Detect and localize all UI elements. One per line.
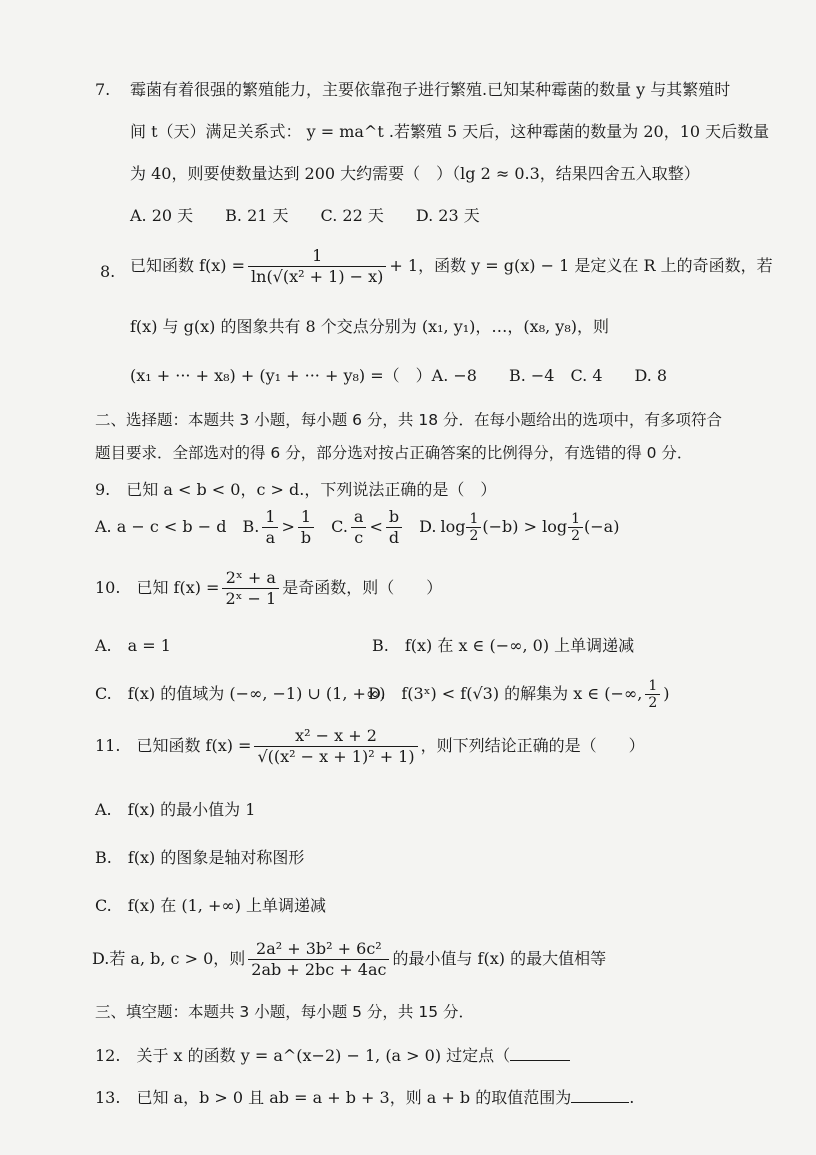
q9-options <box>95 505 619 549</box>
q10-lead: 10. 已知 f(x) = <box>95 578 220 597</box>
q7-line3: 为 40，则要使数量达到 200 大约需要（ ）（lg 2 ≈ 0.3，结果四舍五入取整） <box>130 164 700 183</box>
q7-options: A. 20 天 B. 21 天 C. 22 天 D. 23 天 <box>130 206 480 225</box>
q11-stem <box>95 718 645 774</box>
q9-d-base2-num: 1 <box>568 511 583 528</box>
q12-answer-blank[interactable] <box>510 1060 570 1061</box>
q9-stem: 9. 已知 a < b < 0，c > d.，下列说法正确的是（ ） <box>95 480 497 499</box>
q9-option-c-left <box>351 507 367 548</box>
q9-option-d-mid: (−b) > log <box>482 517 568 536</box>
q10-frac-den: 2ˣ − 1 <box>225 588 277 608</box>
q9-option-c-right <box>386 507 402 548</box>
q9-d-base2-den: 2 <box>571 527 580 544</box>
q9-option-c-op: < <box>369 517 383 536</box>
q8-frac-num: 1 <box>248 246 386 267</box>
q10-option-d-end: ) <box>663 684 670 703</box>
section2-line2: 题目要求．全部选对的得 6 分，部分选对按占正确答案的比例得分，有选错的得 0 分． <box>95 444 693 462</box>
q8-fraction <box>248 246 386 287</box>
q9-option-a: A. a − c < b − d <box>95 517 227 536</box>
section3-heading: 三、填空题：本题共 3 小题，每小题 5 分，共 15 分． <box>95 1003 475 1021</box>
q8-line2: f(x) 与 g(x) 的图象共有 8 个交点分别为 (x₁, y₁)，…，(x₈, y₈)，则 <box>130 317 609 336</box>
q9-c-left-num: a <box>351 507 367 528</box>
q7-line2: 间 t（天）满足关系式： y = ma^t .若繁殖 5 天后，这种霉菌的数量为 20，10 天后数量 <box>130 122 770 141</box>
q11-d-num: 2a² + 3b² + 6c² <box>248 939 389 960</box>
q9-b-right-den: b <box>300 527 312 547</box>
q9-option-d-log1: log <box>440 517 466 536</box>
q8-tail: + 1，函数 y = g(x) − 1 是定义在 R 上的奇函数，若 <box>389 256 773 275</box>
q10-fraction <box>222 568 279 609</box>
q10-tail: 是奇函数，则（ ） <box>282 578 443 597</box>
q9-d-base1-den: 2 <box>469 527 479 544</box>
q11-option-d-tail: 的最小值与 f(x) 的最大值相等 <box>392 949 607 968</box>
q9-c-right-den: d <box>388 527 400 547</box>
q8-stem <box>130 243 773 289</box>
q10-option-c: C. f(x) 的值域为 (−∞, −1) ∪ (1, +∞) <box>95 684 386 703</box>
q9-option-b-left <box>262 507 278 548</box>
q11-option-d-lead: D.若 a, b, c > 0，则 <box>92 949 246 968</box>
q7-line1: 霉菌有着很强的繁殖能力，主要依靠孢子进行繁殖.已知某种霉菌的数量 y 与其繁殖时 <box>130 80 731 99</box>
q11-tail: ，则下列结论正确的是（ ） <box>420 736 645 755</box>
q7-number: 7. <box>95 80 111 99</box>
q9-b-right-num: 1 <box>298 507 314 528</box>
q10-frac-num: 2ˣ + a <box>222 568 279 589</box>
q13-stem: 13. 已知 a，b > 0 且 ab = a + b + 3，则 a + b 的取值范围为 <box>95 1088 572 1107</box>
q9-c-left-den: c <box>354 527 364 547</box>
q8-number: 8. <box>100 262 116 281</box>
q10-option-d-frac <box>645 678 660 711</box>
q11-frac-den: √((x² − x + 1)² + 1) <box>257 746 415 766</box>
q8-frac-den: ln(√(x² + 1) − x) <box>251 266 384 286</box>
section2-line1: 二、选择题：本题共 3 小题，每小题 6 分，共 18 分．在每小题给出的选项中，有多项符合 <box>95 411 723 429</box>
q9-b-left-num: 1 <box>262 507 278 528</box>
q10-option-d-lead: D. f(3ˣ) < f(√3) 的解集为 x ∈ (−∞, <box>368 684 643 703</box>
q13-text <box>95 1088 634 1108</box>
q10-stem <box>95 566 442 610</box>
q11-lead: 11. 已知函数 f(x) = <box>95 736 252 755</box>
q9-option-b-right <box>298 507 314 548</box>
q11-frac-num: x² − x + 2 <box>254 726 417 747</box>
q8-line3: (x₁ + ··· + x₈) + (y₁ + ··· + y₈) =（ ）A. −8 B. −4 C. 4 D. 8 <box>130 366 668 385</box>
q10-option-d <box>368 672 670 716</box>
q9-option-c-label: C. <box>331 517 348 536</box>
q11-fraction <box>254 726 417 767</box>
q9-option-d-label: D. <box>419 517 437 536</box>
q10-d-num: 1 <box>645 678 660 695</box>
q9-option-d-base2 <box>568 511 583 544</box>
q9-option-b-op: > <box>281 517 295 536</box>
q10-option-a: A. a = 1 <box>95 636 171 655</box>
q8-lead: 已知函数 f(x) = <box>130 256 246 275</box>
q13-answer-blank[interactable] <box>571 1102 629 1103</box>
q12-text <box>95 1046 570 1066</box>
q9-option-d-end: (−a) <box>584 517 620 536</box>
q11-option-d <box>92 934 606 984</box>
q11-d-den: 2ab + 2bc + 4ac <box>251 959 387 979</box>
q11-option-a: A. f(x) 的最小值为 1 <box>95 800 256 819</box>
q12-stem: 12. 关于 x 的函数 y = a^(x−2) − 1, (a > 0) 过定点（ <box>95 1046 511 1065</box>
q10-d-den: 2 <box>648 694 658 711</box>
q11-option-c: C. f(x) 在 (1, +∞) 上单调递减 <box>95 896 327 915</box>
q9-b-left-den: a <box>265 527 276 547</box>
q9-option-b-label: B. <box>242 517 260 536</box>
q13-end: . <box>629 1088 635 1107</box>
q9-d-base1-num: 1 <box>466 511 481 528</box>
q11-option-d-frac <box>248 939 389 980</box>
q10-option-b: B. f(x) 在 x ∈ (−∞, 0) 上单调递减 <box>372 636 635 655</box>
q9-c-right-num: b <box>386 507 402 528</box>
q11-option-b: B. f(x) 的图象是轴对称图形 <box>95 848 305 867</box>
q9-option-d-base1 <box>466 511 481 544</box>
